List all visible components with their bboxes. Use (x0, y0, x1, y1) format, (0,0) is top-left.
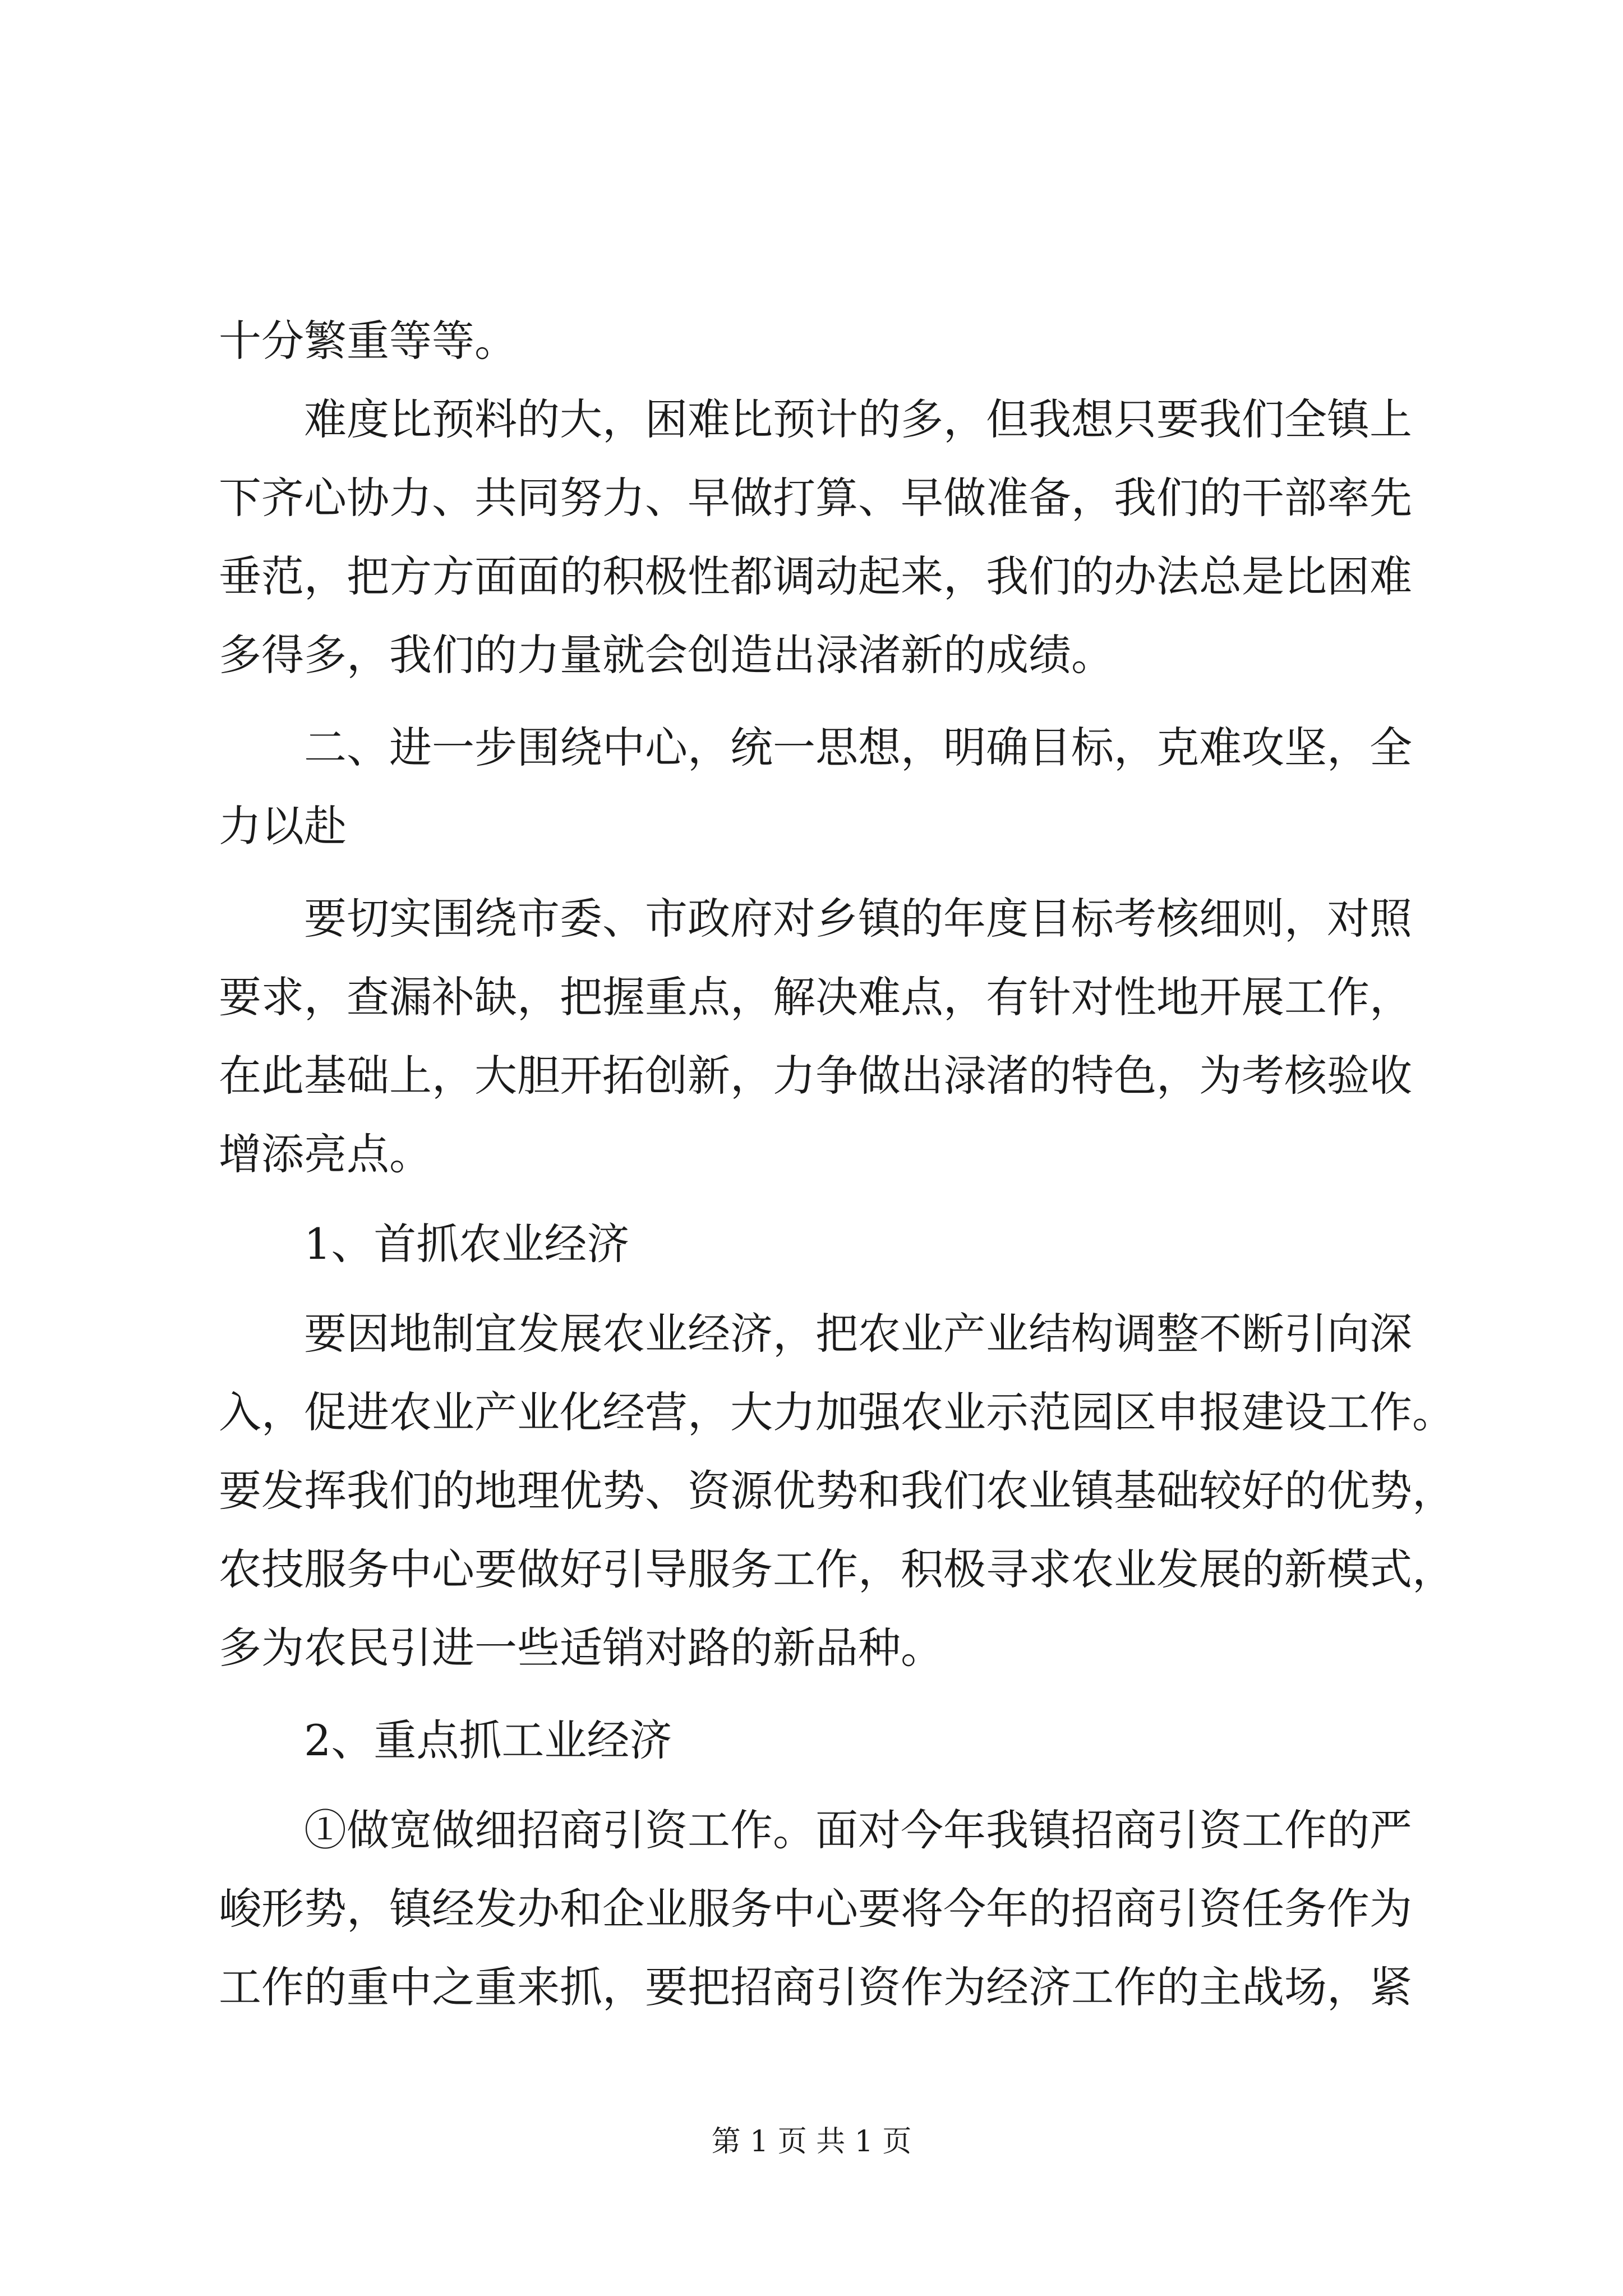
text-line: 农技服务中心要做好引导服务工作，积极寻求农业发展的新模式， (219, 1544, 1455, 1594)
text-line: 增添亮点。 (219, 1129, 432, 1179)
text-line: 入，促进农业产业化经营，大力加强农业示范园区申报建设工作。 (219, 1387, 1455, 1437)
text-line: 要因地制宜发展农业经济，把农业产业结构调整不断引向深 (304, 1309, 1412, 1359)
section-heading-line: 力以赴 (219, 801, 347, 851)
text-line: ①做宽做细招商引资工作。面对今年我镇招商引资工作的严 (304, 1805, 1412, 1855)
text-line: 峻形势，镇经发办和企业服务中心要将今年的招商引资任务作为 (219, 1884, 1412, 1934)
text-line: 要切实围绕市委、市政府对乡镇的年度目标考核细则，对照 (304, 894, 1412, 944)
text-line: 多为农民引进一些适销对路的新品种。 (219, 1623, 943, 1673)
subsection-heading: 1、首抓农业经济 (304, 1219, 630, 1269)
text-line: 工作的重中之重来抓，要把招商引资作为经济工作的主战场，紧 (219, 1962, 1412, 2012)
text-line: 多得多，我们的力量就会创造出渌渚新的成绩。 (219, 630, 1114, 680)
section-heading-line: 二、进一步围绕中心，统一思想，明确目标，克难攻坚，全 (304, 723, 1412, 772)
text-line: 在此基础上，大胆开拓创新，力争做出渌渚的特色，为考核验收 (219, 1051, 1412, 1101)
text-line: 难度比预料的大，困难比预计的多，但我想只要我们全镇上 (304, 394, 1412, 444)
text-line: 要求，查漏补缺，把握重点，解决难点，有针对性地开展工作， (219, 972, 1412, 1022)
text-line: 要发挥我们的地理优势、资源优势和我们农业镇基础较好的优势， (219, 1466, 1455, 1516)
subsection-heading: 2、重点抓工业经济 (304, 1715, 672, 1765)
text-line: 垂范，把方方面面的积极性都调动起来，我们的办法总是比困难 (219, 551, 1412, 601)
text-line: 十分繁重等等。 (219, 316, 517, 366)
text-line: 下齐心协力、共同努力、早做打算、早做准备，我们的干部率先 (219, 473, 1412, 523)
page-number-footer: 第 1 页 共 1 页 (711, 2125, 912, 2159)
